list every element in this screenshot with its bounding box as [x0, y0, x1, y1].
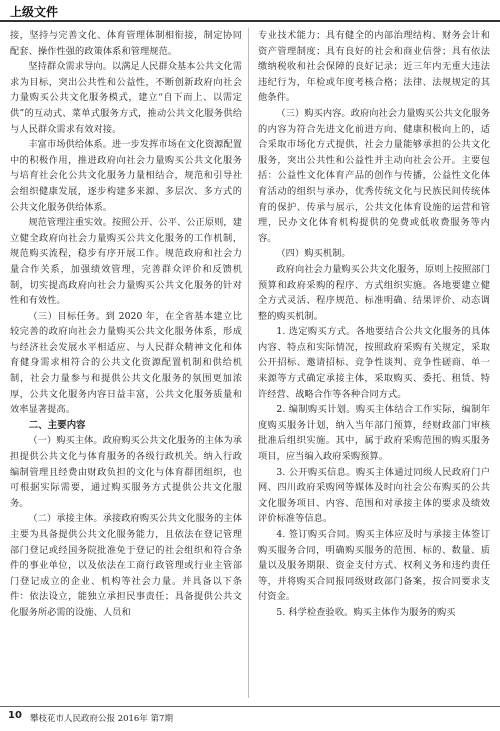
paragraph: （二）承接主体。承接政府购买公共文化服务的主体主要为具备提供公共文化服务能力，且依法在登记管理部门登记或经国务院批准免于登记的社会组织和符合条件的事业单位，以及依法在工商行政管理或行业主管部门登记成立的企业、机构等社会力量。并具备以下条件：依法设立，能独立承担民事责任；具备提供公共文化服务所必需的设施、人员和: [10, 513, 243, 618]
paragraph: （三）目标任务。到 2020 年，在全省基本建立比较完善的政府向社会力量购买公共文化服务体系，形成与经济社会发展水平相适应、与人民群众精神文化和体育健身需求相符合的公共文化资源配置机制和供给机制，社会力量参与和提供公共文化服务的氛围更加浓厚，公共文化服务内容日益丰富，公共文化服务质量和效率显著提高。: [10, 310, 242, 416]
header-rule: [0, 20, 500, 22]
page-footer: [0, 706, 500, 726]
right-column: [258, 28, 490, 621]
paragraph: 1. 选定购买方式。各地要结合公共文化服务的具体内容、特点和实际情况，按照政府采购有关规定，采取公开招标、邀请招标、竞争性谈判、竞争性磋商、单一来源等方式确定承接主体，采取购买、委托、租赁、特许经营、战略合作等各种合同方式。: [258, 326, 490, 400]
footer-publication: 攀枝花市人民政府公报 2016年 第7期: [30, 714, 173, 724]
header-title: 上级文件: [10, 5, 59, 19]
section-heading: 二、主要内容: [28, 419, 86, 431]
paragraph: （三）购买内容。政府向社会力量购买公共文化服务的内容为符合先进文化前进方向、健康积极向上的，适合采取市场化方式提供，社会力量能够承担的公共文化服务，突出公共性和公益性并主动向社会公开。主要包括：公益性文化体育产品的创作与传播，公益性文化体育活动的组织与承办，优秀传统文化与民族民间传统体育的保护、传承与展示，公共文化体育设施的运营和管理，民办文化体育机构提供的免费或低收费服务等内容。: [258, 107, 491, 244]
page-number: 10: [8, 710, 22, 721]
page-header: [0, 0, 500, 26]
paragraph: 规范管理注重实效。按照公开、公平、公正原则，建立健全政府向社会力量购买公共文化服务的工作机制，规范购买流程，稳步有序开展工作。规范政府和社会力量合作关系，加强绩效管理，完善群众评价和反馈机制，切实提高政府向社会力量购买公共文化服务的针对性和有效性。: [10, 217, 243, 307]
paragraph: 政府向社会力量购买公共文化服务，原则上按照部门预算和政府采购的程序、方式组织实施。各地要建立健全方式灵活、程序规范、标准明确、结果评价、动态调整的购买机制。: [258, 263, 491, 322]
paragraph: 专业技术能力；具有健全的内部治理结构、财务会计和资产管理制度；具有良好的社会和商业信誉；具有依法缴纳税收和社会保障的良好记录；近三年内无重大违法违纪行为，年检或年度考核合格；法律、法规规定的其他条件。: [258, 30, 490, 104]
paragraph: 2. 编制购买计划。购买主体结合工作实际，编制年度购买服务计划，纳入当年部门预算，经财政部门审核批准后组织实施。其中，属于政府采购范围的购买服务项目，应当编入政府采购预算。: [258, 404, 490, 463]
paragraph: （四）购买机制。: [276, 248, 351, 260]
left-column: [10, 28, 242, 621]
paragraph: 坚持群众需求导向。以满足人民群众基本公共文化需求为目标，突出公共性和公益性，不断创新政府向社会力量购买公共文化服务模式，建立“自下而上、以需定供”的互动式、菜单式服务方式，推动公共文化服务供给与人民群众需求有效对接。: [10, 61, 243, 135]
paragraph: （一）购买主体。政府购买公共文化服务的主体为承担提供公共文化与体育服务的各级行政机关。纳入行政编制管理且经费由财政负担的文化与体育群团组织，也可根据实际需要，通过购买服务方式提供公共文化服务。: [10, 435, 243, 509]
footer-rule: [0, 706, 500, 707]
paragraph: 5. 科学检查验收。购买主体作为服务的购买: [276, 606, 456, 618]
paragraph: 4. 签订购买合同。购买主体应及时与承接主体签订购买服务合同，明确购买服务的范围、标的、数量、质量以及服务期限、资金支付方式、权利义务和违约责任等，并将购买合同报同级财政部门备案，按合同要求支付资金。: [258, 529, 490, 603]
column-divider: [248, 28, 249, 698]
paragraph: 3. 公开购买信息。购买主体通过同级人民政府门户网、四川政府采购网等媒体及时向社会公布购买的公共文化服务项目、内容、范围和对承接主体的要求及绩效评价标准等信息。: [258, 466, 490, 525]
paragraph: 接，坚持与完善文化、体育管理体制相衔接，制定协同配套、操作性强的政策体系和管理规范。: [10, 30, 242, 57]
paragraph: 丰富市场供给体系。进一步发挥市场在文化资源配置中的积极作用，推进政府向社会力量购买公共文化服务与培育社会化公共文化服务力量相结合，规范和引导社会组织健康发展，逐步构建多来源、多层次、多方式的公共文化服务供给体系。: [10, 139, 243, 213]
